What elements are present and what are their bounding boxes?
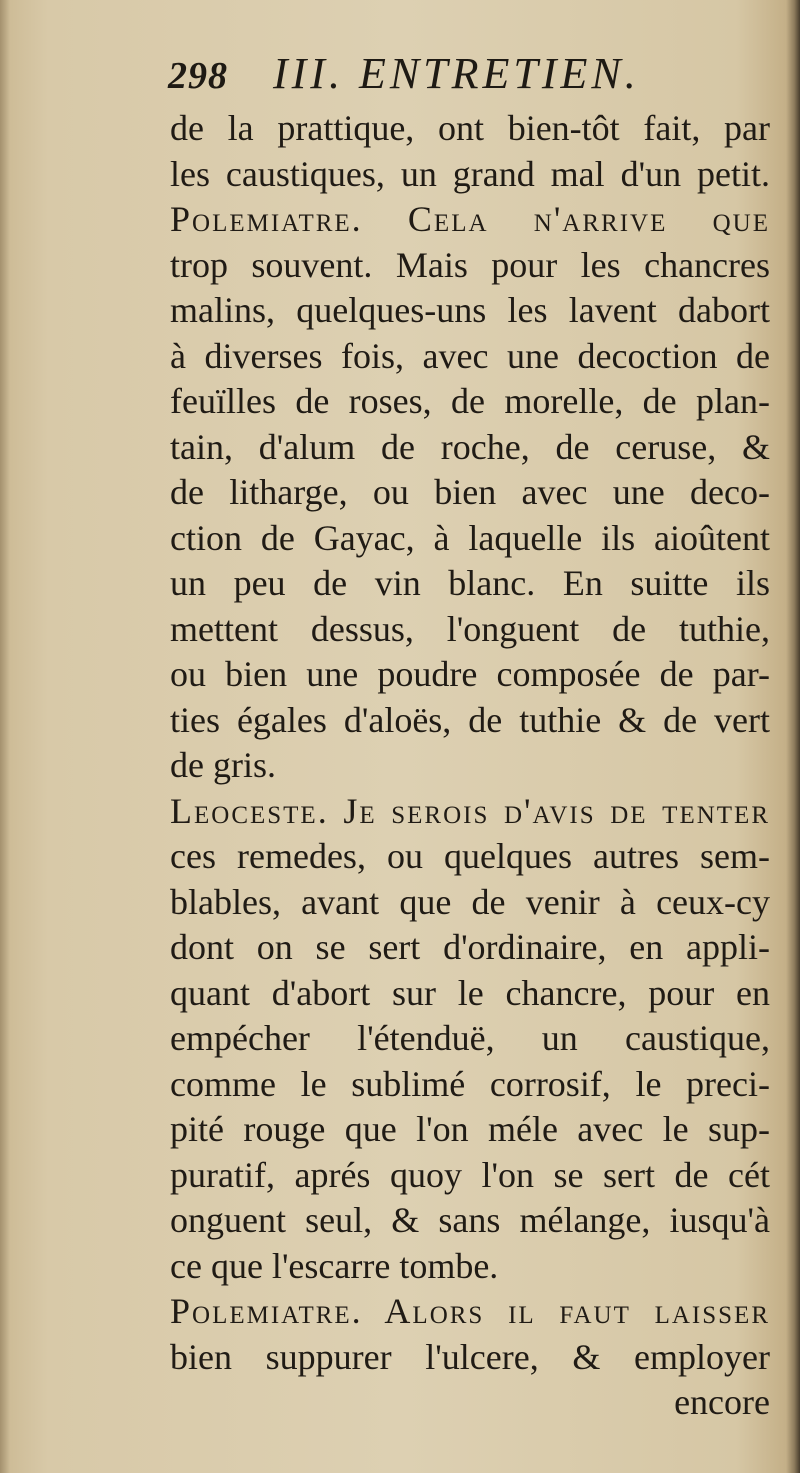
- text-line: pité rouge que l'on méle avec le sup-: [170, 1109, 770, 1149]
- text-line: feuïlles de roses, de morelle, de plan-: [170, 381, 770, 421]
- text-line: les caustiques, un grand mal d'un petit.: [170, 153, 770, 194]
- text-line: de la prattique, ont bien-tôt fait, par: [170, 108, 770, 148]
- text-line-speaker-polemiatre: Polemiatre. Alors il faut laisser: [170, 1291, 770, 1331]
- text-line: dont on se sert d'ordinaire, en appli-: [170, 927, 770, 967]
- text-line-speaker-polemiatre: Polemiatre. Cela n'arrive que: [170, 199, 770, 239]
- catchword: encore: [674, 1382, 770, 1422]
- page-spine-shadow: [786, 0, 800, 1473]
- text-line: à diverses fois, avec une decoction de: [170, 335, 770, 376]
- text-line: trop souvent. Mais pour les chancres: [170, 244, 770, 285]
- text-line: ou bien une poudre composée de par-: [170, 654, 770, 694]
- text-line: quant d'abort sur le chancre, pour en: [170, 972, 770, 1013]
- text-line: comme le sublimé corrosif, le preci-: [170, 1063, 770, 1104]
- text-line: bien suppurer l'ulcere, & employer: [170, 1336, 770, 1377]
- running-title: III. ENTRETIEN.: [273, 49, 640, 98]
- text-line: empécher l'étenduë, un caustique,: [170, 1018, 770, 1058]
- page-header: [168, 48, 768, 108]
- page-number: 298: [168, 55, 228, 97]
- text-line: ces remedes, ou quelques autres sem-: [170, 836, 770, 876]
- text-line: malins, quelques-uns les lavent dabort: [170, 290, 770, 330]
- text-line: mettent dessus, l'onguent de tuthie,: [170, 608, 770, 649]
- body-text: [170, 106, 770, 1426]
- page-left-shadow: [0, 0, 10, 1473]
- text-line: un peu de vin blanc. En suitte ils: [170, 563, 770, 603]
- text-line: tain, d'alum de roche, de ceruse, &: [170, 426, 770, 467]
- text-line: onguent seul, & sans mélange, iusqu'à: [170, 1200, 770, 1240]
- text-line: ties égales d'aloës, de tuthie & de vert: [170, 699, 770, 740]
- text-line: de litharge, ou bien avec une deco-: [170, 472, 770, 512]
- text-line: blables, avant que de venir à ceux-cy: [170, 881, 770, 922]
- text-line: de gris.: [170, 745, 276, 785]
- text-line: ce que l'escarre tombe.: [170, 1245, 499, 1286]
- text-line-speaker-leoceste: Leoceste. Je serois d'avis de tenter: [170, 790, 770, 831]
- text-line: puratif, aprés quoy l'on se sert de cét: [170, 1154, 770, 1195]
- text-line: ction de Gayac, à laquelle ils aioûtent: [170, 517, 770, 558]
